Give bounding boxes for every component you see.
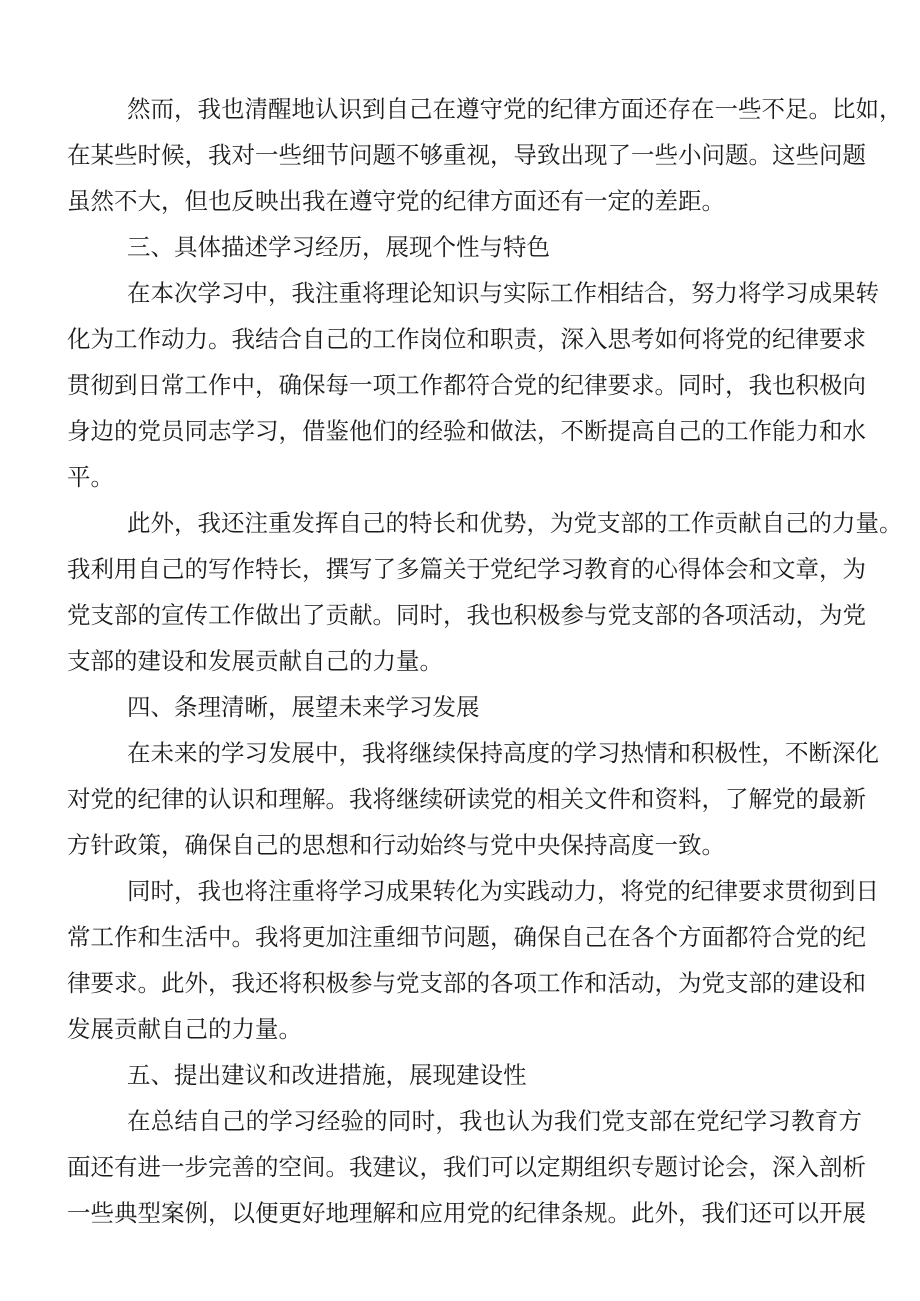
paragraph-line: 在某些时候，我对一些细节问题不够重视，导致出现了一些小问题。这些问题 xyxy=(67,141,866,169)
paragraph-line: 发展贡献自己的力量。 xyxy=(67,1015,302,1043)
paragraph-line: 此外，我还注重发挥自己的特长和优势，为党支部的工作贡献自己的力量。 xyxy=(127,509,903,537)
paragraph-line: 身边的党员同志学习，借鉴他们的经验和做法，不断提高自己的工作能力和水 xyxy=(67,417,866,445)
section-heading: 五、提出建议和改进措施，展现建设性 xyxy=(127,1061,527,1089)
paragraph-line: 支部的建设和发展贡献自己的力量。 xyxy=(67,647,443,675)
paragraph-line: 方针政策，确保自己的思想和行动始终与党中央保持高度一致。 xyxy=(67,831,725,859)
paragraph-line: 然而，我也清醒地认识到自己在遵守党的纪律方面还存在一些不足。比如， xyxy=(127,95,903,123)
paragraph-line: 化为工作动力。我结合自己的工作岗位和职责，深入思考如何将党的纪律要求 xyxy=(67,325,866,353)
paragraph-line: 同时，我也将注重将学习成果转化为实践动力，将党的纪律要求贯彻到日 xyxy=(127,877,879,905)
paragraph-line: 一些典型案例，以便更好地理解和应用党的纪律条规。此外，我们还可以开展 xyxy=(67,1199,866,1227)
paragraph-line: 面还有进一步完善的空间。我建议，我们可以定期组织专题讨论会，深入剖析 xyxy=(67,1153,866,1181)
paragraph-line: 对党的纪律的认识和理解。我将继续研读党的相关文件和资料，了解党的最新 xyxy=(67,785,866,813)
paragraph-line: 平。 xyxy=(67,463,114,491)
paragraph-line: 贯彻到日常工作中，确保每一项工作都符合党的纪律要求。同时，我也积极向 xyxy=(67,371,866,399)
paragraph-line: 律要求。此外，我还将积极参与党支部的各项工作和活动，为党支部的建设和 xyxy=(67,969,866,997)
section-heading: 三、具体描述学习经历，展现个性与特色 xyxy=(127,233,550,261)
paragraph-line: 在未来的学习发展中，我将继续保持高度的学习热情和积极性，不断深化 xyxy=(127,739,879,767)
paragraph-line: 我利用自己的写作特长，撰写了多篇关于党纪学习教育的心得体会和文章，为 xyxy=(67,555,866,583)
paragraph-line: 虽然不大，但也反映出我在遵守党的纪律方面还有一定的差距。 xyxy=(67,187,725,215)
section-heading: 四、条理清晰，展望未来学习发展 xyxy=(127,693,480,721)
paragraph-line: 党支部的宣传工作做出了贡献。同时，我也积极参与党支部的各项活动，为党 xyxy=(67,601,866,629)
paragraph-line: 在总结自己的学习经验的同时，我也认为我们党支部在党纪学习教育方 xyxy=(127,1107,862,1135)
paragraph-line: 常工作和生活中。我将更加注重细节问题，确保自己在各个方面都符合党的纪 xyxy=(67,923,866,951)
paragraph-line: 在本次学习中，我注重将理论知识与实际工作相结合，努力将学习成果转 xyxy=(127,279,879,307)
